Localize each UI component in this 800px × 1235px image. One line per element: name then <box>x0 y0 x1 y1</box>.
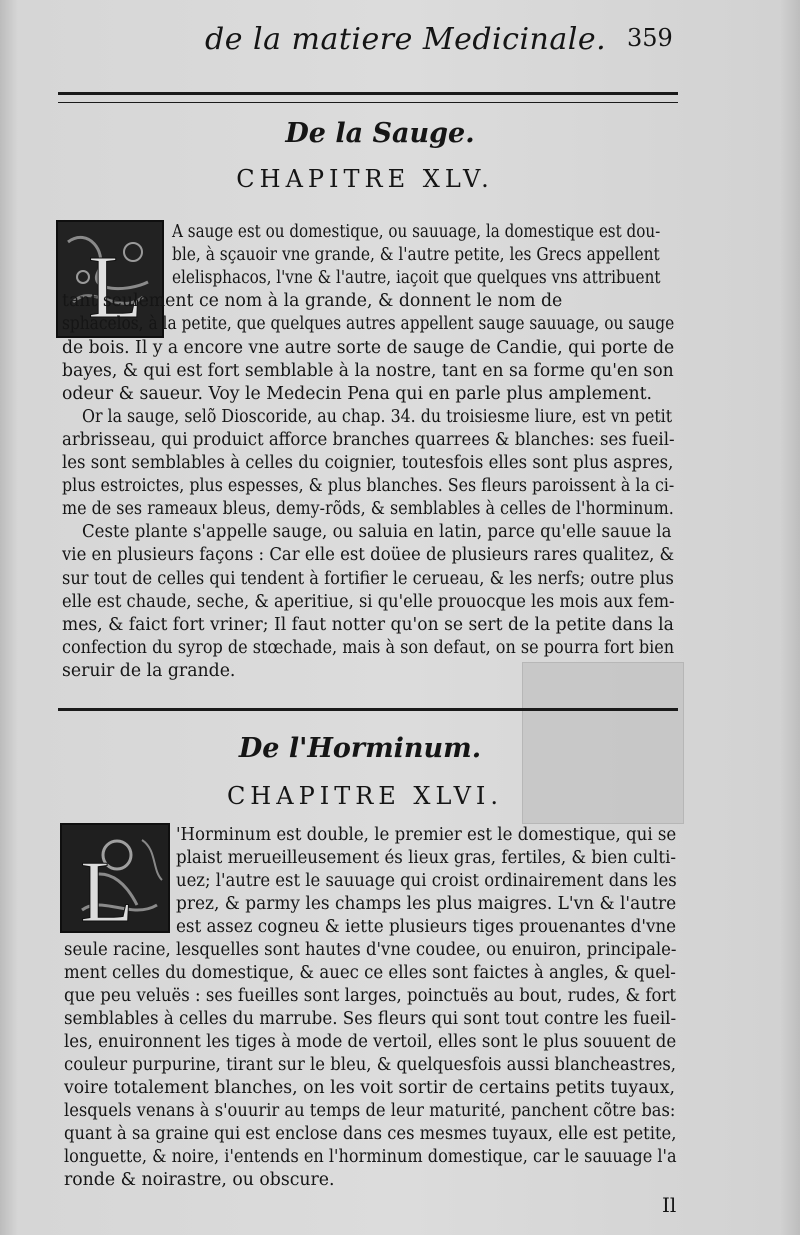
text-line: est assez cogneu & iette plusieurs tiges prouenantes d'vne <box>176 917 677 937</box>
text-line: les, enuironnent les tiges à mode de vertoil, elles sont le plus souuent de <box>64 1032 677 1052</box>
section-title-sauge: De la Sauge. <box>285 118 475 149</box>
text-line: plus estroictes, plus espesses, & plus blanches. Ses fleurs paroissent à la ci- <box>62 476 675 497</box>
text-line: plaist merueilleusement és lieux gras, fertiles, & bien culti- <box>176 848 676 868</box>
text-line: lesquels venans à s'ouurir au temps de leur maturité, panchent cõtre bas: <box>64 1101 676 1121</box>
text-line: de bois. Il y a encore vne autre sorte de sauge de Candie, qui porte de <box>62 337 675 358</box>
running-head <box>0 18 800 58</box>
text-line: 'Horminum est double, le premier est le domestique, qui se <box>176 825 677 845</box>
decorated-initial-l-2 <box>60 823 170 933</box>
text-line: voire totalement blanches, on les voit sortir de certains petits tuyaux, <box>64 1078 675 1098</box>
text-line: semblables à celles du marrube. Ses fleurs qui sont tout contre les fueil- <box>64 1009 677 1029</box>
text-line: A sauge est ou domestique, ou sauuage, la domestique est dou- <box>172 222 661 242</box>
catchword: Il <box>662 1193 677 1217</box>
text-line: sphacelos, à la petite, que quelques autres appellent sauge sauuage, ou sauge <box>62 314 675 335</box>
text-line: quant à sa graine qui est enclose dans ces mesmes tuyaux, elle est petite, <box>64 1124 677 1144</box>
text-line: tant seulement ce nom à la grande, & donnent le nom de <box>62 291 563 312</box>
chapter-heading-xlvi: CHAPITRE XLVI. <box>226 782 504 810</box>
ornamental-initial-icon <box>62 825 168 931</box>
text-line: Or la sauge, selõ Dioscoride, au chap. 34. du troisiesme liure, est vn petit <box>82 406 673 427</box>
text-line: seruir de la grande. <box>62 660 236 681</box>
text-line: mes, & faict fort vriner; Il faut notter qu'on se sert de la petite dans la <box>62 614 674 635</box>
text-line: couleur purpurine, tirant sur le bleu, & quelquesfois aussi blancheastres, <box>64 1055 676 1075</box>
text-line: elelisphacos, l'vne & l'autre, iaçoit que quelques vns attribuent <box>172 268 661 289</box>
text-line: me de ses rameaux bleus, demy-rõds, & semblables à celles de l'horminum. <box>62 499 674 520</box>
text-line: ble, à sçauoir vne grande, & l'autre petite, les Grecs appellent <box>172 245 660 266</box>
text-line: vie en plusieurs façons : Car elle est doüee de plusieurs rares qualitez, & <box>62 545 675 566</box>
text-line: odeur & saueur. Voy le Medecin Pena qui en parle plus amplement. <box>62 383 653 404</box>
text-line: longuette, & noire, i'entends en l'horminum domestique, car le sauuage l'a <box>64 1147 677 1167</box>
section-divider-rule <box>58 708 678 714</box>
text-line: confection du syrop de stœchade, mais à son defaut, on se pourra fort bien <box>62 637 675 658</box>
text-line: ronde & noirastre, ou obscure. <box>64 1170 335 1190</box>
text-line: arbrisseau, qui produict afforce branches quarrees & blanches: ses fueil- <box>62 429 675 450</box>
header-rule <box>58 92 678 103</box>
text-line: seule racine, lesquelles sont hautes d'vne coudee, ou enuiron, principale- <box>64 940 677 960</box>
page-number: 359 <box>627 24 673 52</box>
text-line: bayes, & qui est fort semblable à la nostre, tant en sa forme qu'en son <box>62 360 674 381</box>
text-line: ment celles du domestique, & auec ce elles sont faictes à angles, & quel- <box>64 963 676 983</box>
text-line: elle est chaude, seche, & aperitiue, si qu'elle prouocque les mois aux fem- <box>62 591 675 612</box>
text-line: les sont semblables à celles du coignier, toutesfois elles sont plus aspres, <box>62 453 674 473</box>
text-line: Ceste plante s'appelle sauge, ou saluia en latin, parce qu'elle sauue la <box>82 522 672 543</box>
text-line: uez; l'autre est le sauuage qui croist ordinairement dans les <box>176 871 677 891</box>
running-head-title: de la matiere Medicinale. <box>205 22 607 57</box>
initial-letter: L <box>88 238 143 336</box>
text-line: prez, & parmy les champs les plus maigres. L'vn & l'autre <box>176 894 677 914</box>
chapter-heading-xlv: CHAPITRE XLV. <box>236 165 494 193</box>
section-title-horminum: De l'Horminum. <box>238 733 482 764</box>
initial-letter: L <box>80 844 134 931</box>
text-line: que peu veluës : ses fueilles sont larges, poinctuës au bout, rudes, & fort <box>64 986 677 1006</box>
text-line: sur tout de celles qui tendent à fortifier le cerueau, & les nerfs; outre plus <box>62 568 674 589</box>
